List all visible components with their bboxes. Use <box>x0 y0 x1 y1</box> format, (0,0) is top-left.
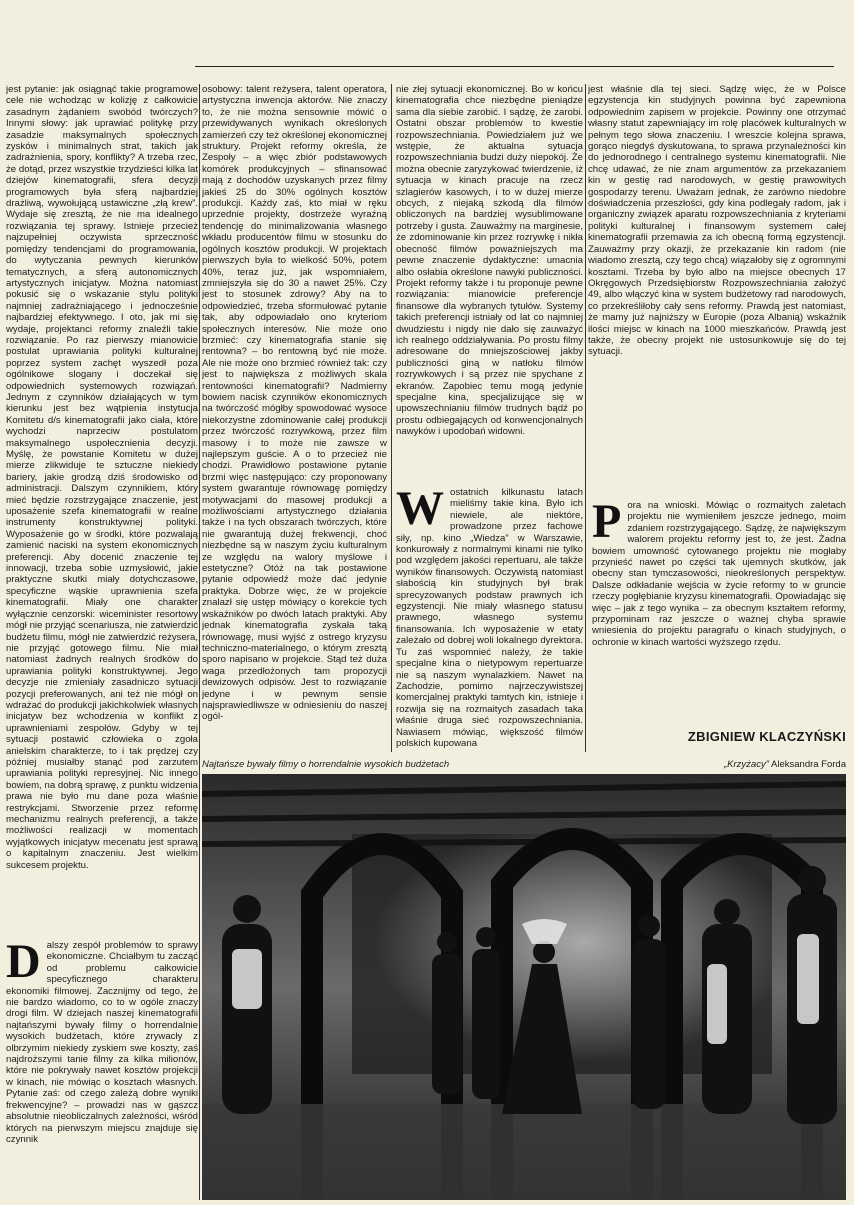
article-column-4-section <box>592 500 846 728</box>
column-divider <box>391 84 392 752</box>
drop-cap-p: P <box>592 500 622 548</box>
article-column-3-section <box>396 487 583 752</box>
column-divider <box>585 84 586 752</box>
column-1-text: jest pytanie: jak osiągnąć takie programowe cele nie wchodząc w kolizję z całkowicie zasadnym żądaniem swobód twórczych? Innymi słowy: jak uprawiać politykę przy zasadzie maksymalnych społecznych zysków i minimalnych strat, takich jak zadrażnienia, spory, konflikty? A trzeba rzec, że dotąd, przez wszystkie trzydzieści kilka lat dziejów kinematografii, sfera decyzji programowych była sferą najbardziej drażliwą, wywołującą ustawiczne „złą krew”. Wydaje się zresztą, że nie ma idealnego rozwiązania tej sprawy. Istnieje przecież najzupełniej oczywista sprzeczność pomiędzy tendencjami do programowania, do wytyczania pewnych kierunków tematycznych, a sferą autonomicznych artystycznych inicjatyw. Można natomiast pokusić się o wskazanie stylu polityki najmniej zadrażniającego i jednocześnie najbardziej efektywnego. I oto, jak mi się wydaje, projektanci reformy znaleźli takie rozwiązanie. Po raz pierwszy mianowicie postulat uprawiania polityki kulturalnej poprzez system zachęt wyszedł poza ogólnikowe slogany i doczekał się odpowiednich systemowych rozwiązań. Jednym z czynników działających w tym kierunku jest bez wątpienia instytucja Komitetu d/s kinematografii jako ciała, które wychodzi naprzeciw postulatom maksymalnego uspołecznienia decyzji. Myślę, że powstanie Komitetu w dużej mierze zlikwiduje te sztuczne niekiedy bariery, jakie grodzą dziś środowisko od administracji. Dalszym czynnikiem, który mieć będzie rozstrzygające znaczenie, jest uposażenie szefa kinematografii w realne instrumenty konstruktywnej polityki. Wyposażenie go w środki, które pozwalają zamienić naciski na system ekonomicznych preferencji. Aby docenić znaczenie tej innowacji, trzeba sobie uzmysłowić, jakie praktyczne skutki miały dotychczasowe, specyficzne wąskie uprawnienia szefa kinematografii. Miały one charakter wyłącznie cenzorski: wiceminister resortowy mógł nie przyjąć scenariusza, nie zatwierdzić budżetu filmu, mógł nie zatwierdzić reżysera, nie przyjąć gotowego filmu. Nie miał natomiast żadnych realnych środków do uprawiania polityki konstruktywnej. Jego decyzje nie zmieniały zasadniczo sytuacji pozycji preferowanych, ani też nie mógł on wdrażać do produkcji jakichkolwiek własnych inicjatyw bez wchodzenia w konflikt z uprawnieniami zespołów. Gdyby w tej sytuacji postawić człowieka o zgoła anielskim charakterze, to i tak prędzej czy później musiałby stanąć pod zarzutem uprawiania polityki represyjnej. Nic innego bowiem, na dobrą sprawę, z punktu widzenia prawa nie było mu dane poza właśnie restrykcjami. Stworzenie przez reformę mechanizmu realnych preferencji, a także możliwości realizacji w momentach wyjątkowych inicjatyw mecenatu jest sprawą o kapitalnym znaczeniu. Jest wielkim sukcesem projektu. <box>6 84 198 871</box>
photo-caption: Najtańsze bywały filmy o horrendalnie wysokich budżetach <box>202 759 450 770</box>
photo-credit <box>600 759 846 770</box>
column-4-text: jest właśnie dla tej sieci. Sądzę więc, że w Polsce egzystencja kin studyjnych powinna być zapewniona odpowiednim zapisem w projekcie. Powinny one otrzymać własny statut zapewniający im rolę placówek kulturalnych w pełnym tego słowa znaczeniu. I wreszcie kolejna sprawa, gorąco niegdyś dyskutowana, to sprawa przynależności kin do jednorodnego i centralnego systemu kinematografii. Nie chcę udawać, że nie znam argumentów za przekazaniem kin w gestię rad narodowych, w gestię prawowitych gospodarzy terenu. Uważam jednak, że zarówno niedobre doświadczenia przeszłości, gdy kina podlegały radom, jak i organiczny związek aparatu rozpowszechniania z kryteriami polityki kulturalnej i finansowym systemem całej kinematografii przemawia za ich obecną formą egzystencji. Zauważmy przy okazji, że przekazanie kin radom (nie wiadomo zresztą, czy tego chcą) wiązałoby się z ogromnymi kosztami. Trzeba by było albo na miejsce obecnych 17 Okręgowych Przedsiębiorstw Rozpowszechniania założyć 49, albo włączyć kina w system budżetowy rad narodowych, co przekreśliłoby cały sens reformy. Prawdą jest natomiast, że mamy już najniższy w Europie (poza Albanią) wskaźnik ilości miejsc w kinach na 1000 mieszkańców. Prawdą jest także, że obecny projekt nie ustosunkowuje się do tej sytuacji. <box>588 84 846 358</box>
article-column-1 <box>6 84 198 924</box>
film-director: Aleksandra Forda <box>771 759 846 770</box>
article-column-1-section <box>6 940 198 1202</box>
film-still-illustration <box>202 774 846 1200</box>
column-divider <box>199 84 200 1200</box>
drop-cap-d: D <box>6 940 41 988</box>
article-column-2 <box>202 84 387 752</box>
article-column-4 <box>588 84 846 484</box>
column-2-text: osobowy: talent reżysera, talent operatora, artystyczna inwencja aktorów. Nie znaczy to, że nie można sensownie mówić o przewidywanych wynikach określonych zamierzeń czy też określonej ekonomicznej struktury. Projekt reformy określa, że Zespoły – a więc zbiór podstawowych komórek produkcyjnych – sfinansować mają z dochodów uzyskanych przez filmy jakieś 25 do 30% ogólnych kosztów produkcji. Każdy zaś, kto miał w ręku uprzednie projekty, dostrzeże wyraźną tendencję do minimalizowania własnego wkładu producentów filmu w stosunku do ogólnych kosztów produkcji. W projektach pierwszych była to wielkość 50%, potem 40%, teraz już, jak wspomniałem, zmniejszyła się do 30 a nawet 25%. Czy jest to stosunek zdrowy? Aby na to odpowiedzieć, trzeba sformułować pytanie tak, aby odpowiadało ono kryteriom społecznych interesów. Nie może ono brzmieć: czy kinematografia stanie się rentowna? – bo rentowną być nie może. Ale nie może ono brzmieć również tak: czy jest to największa z możliwych skala rentowności kinematografii? Nadmierny bowiem nacisk czynników ekonomicznych na twórczość mógłby spowodować wysoce niekorzystne zdominowanie całej produkcji przez twórczość rozrywkową, przez film masowy i to może nie zawsze w najlepszym guście. A o to przecież nie chodzi. Prawidłowo postawione pytanie brzmi więc następująco: czy proponowany system gwarantuje równowagę pomiędzy motywacjami do masowej produkcji a możliwościami artystycznego działania także i na tych obszarach twórczych, które nie gwarantują dużej frekwencji, choć niezbędne są w naszym życiu kulturalnym ze względu na walory myślowe i estetyczne? Otóż na tak postawione pytanie odpowiedź może dać jedynie praktyka. Dobrze więc, że w projekcie znalazł się ustęp mówiący o korekcie tych wskaźników po dwóch latach praktyki. Aby jednak kinematografia zyskała taką równowagę, musi wyjść z ostrego kryzysu techniczno-materialnego, o którym zresztą sporo napisano w projekcie. Stąd też duża waga przedłożonych tam propozycji dewizowych odpisów. Jest to rozwiązanie jedyne i w pewnym sensie najsprawiedliwsze w odniesieniu do naszej ogól- <box>202 84 387 723</box>
column-1b-text: alszy zespół problemów to sprawy ekonomiczne. Chciałbym tu zacząć od problemu całkowicie specyficznego charakteru ekonomiki filmowej. Zacznijmy od tego, że nie bardzo wiadomo, co to w ogóle znaczy drogi film. W dziejach naszej kinematografii najtańszymi bywały filmy o horrendalnie wysokich budżetach, które zrywacły z olbrzymim niekiedy zyskiem swe koszty, zaś najdroższymi tanie filmy za kilka milionów, które nie pokrywały nawet kosztów projekcji w kinach, nie mówiąc o kosztach własnych. Pytanie zaś: od czego zależą dobre wyniki frekwencyjne? – prowadzi nas w gąszcz absolutnie nieobliczalnych zależności, wśród których na pierwszym miejscu znajduje się czynnik <box>6 940 198 1145</box>
film-still-photo <box>202 774 846 1200</box>
article-column-3 <box>396 84 583 486</box>
film-title: „Krzyżacy” <box>724 759 769 770</box>
author-signature: ZBIGNIEW KLACZYŃSKI <box>687 729 846 744</box>
column-3b-text: ostatnich kilkunastu latach mieliśmy takie kina. Było ich niewiele, ale niektóre, prowadzone przez fachowe siły, np. kino „Wiedza” w Warszawie, konkurowały z normalnymi kinami nie tylko pod względem jakości repertuaru, ale także wyników finansowych. Oczywistą natomiast słabością kin studyjnych był brak sprecyzowanych podstaw prawnych ich egzystencji. Nie miały własnego statusu prawnego, własnego systemu finansowania. Ich wyposażenie w etaty zależało od dobrej woli lokalnego dyrektora. Tu zaś wspomnieć należy, że takie specjalne kina o nietypowym repertuarze nie są naszym wynalazkiem. Nawet na Zachodzie, pomimo najrzeczywistszej komercjalnej praktyki tamtych kin, istnieje i rozwija się na rozmaitych zasadach taka właśnie druga sieć rozpowszechniania. Nawiasem mówiąc, większość filmów polskich kupowana <box>396 487 583 749</box>
drop-cap-w: W <box>396 487 444 535</box>
column-3-text: nie złej sytuacji ekonomicznej. Bo w końcu kinematografia chce niezbędne pieniądze sama dla siebie zarobić. I sądzę, że zarobi. Ostatni obszar problemów to kwestie rozpowszechniania. Powiedziałem już we wstępie, że aktualna sytuacja rozpowszechniania budzi duży niepokój. Że można obecnie zaryzykować twierdzenie, iż sytuacja w kinach pracuje na rzecz szlagierów kasowych, i to w dużej mierze obcych, z niejaką szkodą dla filmów obliczonych na bardziej wysublimowane potrzeby i gusta. Zauważmy na marginesie, że zdominowanie kin przez rozrywkę i nikła obecność filmów poważniejszych ma pewne znaczenie dydaktyczne: umacnia albo osłabia określone nawyki publiczności. Projekt reformy także i tu proponuje pewne rozwiązania: mianowicie preferencje finansowe dla wybranych tytułów. Systemy takich preferencji istniały od lat co najmniej dwudziestu i nigdy nie dało się zauważyć ich realnego oddziaływania. Po prostu filmy adresowane do mniejszościowej jakby publiczności giną w natłoku filmów rozrywkowych i są przez nie spychane z ekranów. Zapobiec temu mogą jedynie specjalne kina, specjalizujące się w upowszechnianiu filmów trudnych bądź po prostu odbiegających od konwencjonalnych nawyków i upodobań widowni. <box>396 84 583 438</box>
column-4b-text: ora na wnioski. Mówiąc o rozmaitych zaletach projektu nie wymieniłem jeszcze jednego, moim zdaniem rozstrzygającego. Sądzę, że największym walorem projektu reformy jest to, że jest. Żadna bowiem umowność cytowanego projektu nie mogłaby przynieść nawet po części tak ujemnych skutków, jak obecny stan tymczasowości, nieokreślonych perspektyw. Dalsze odkładanie wejścia w życie reformy to w gruncie rzeczy pogłębianie kryzysu kinematografii. Opowiadając się więc – jak z tego wynika – za obecnym kształtem reformy, przypominam raz jeszcze o ważnej chyba sprawie wniesienia do projektu paragrafu o kinach studyjnych, o ochronie w kinach wartości wyższego rzędu. <box>592 500 846 648</box>
top-rule <box>195 66 834 67</box>
